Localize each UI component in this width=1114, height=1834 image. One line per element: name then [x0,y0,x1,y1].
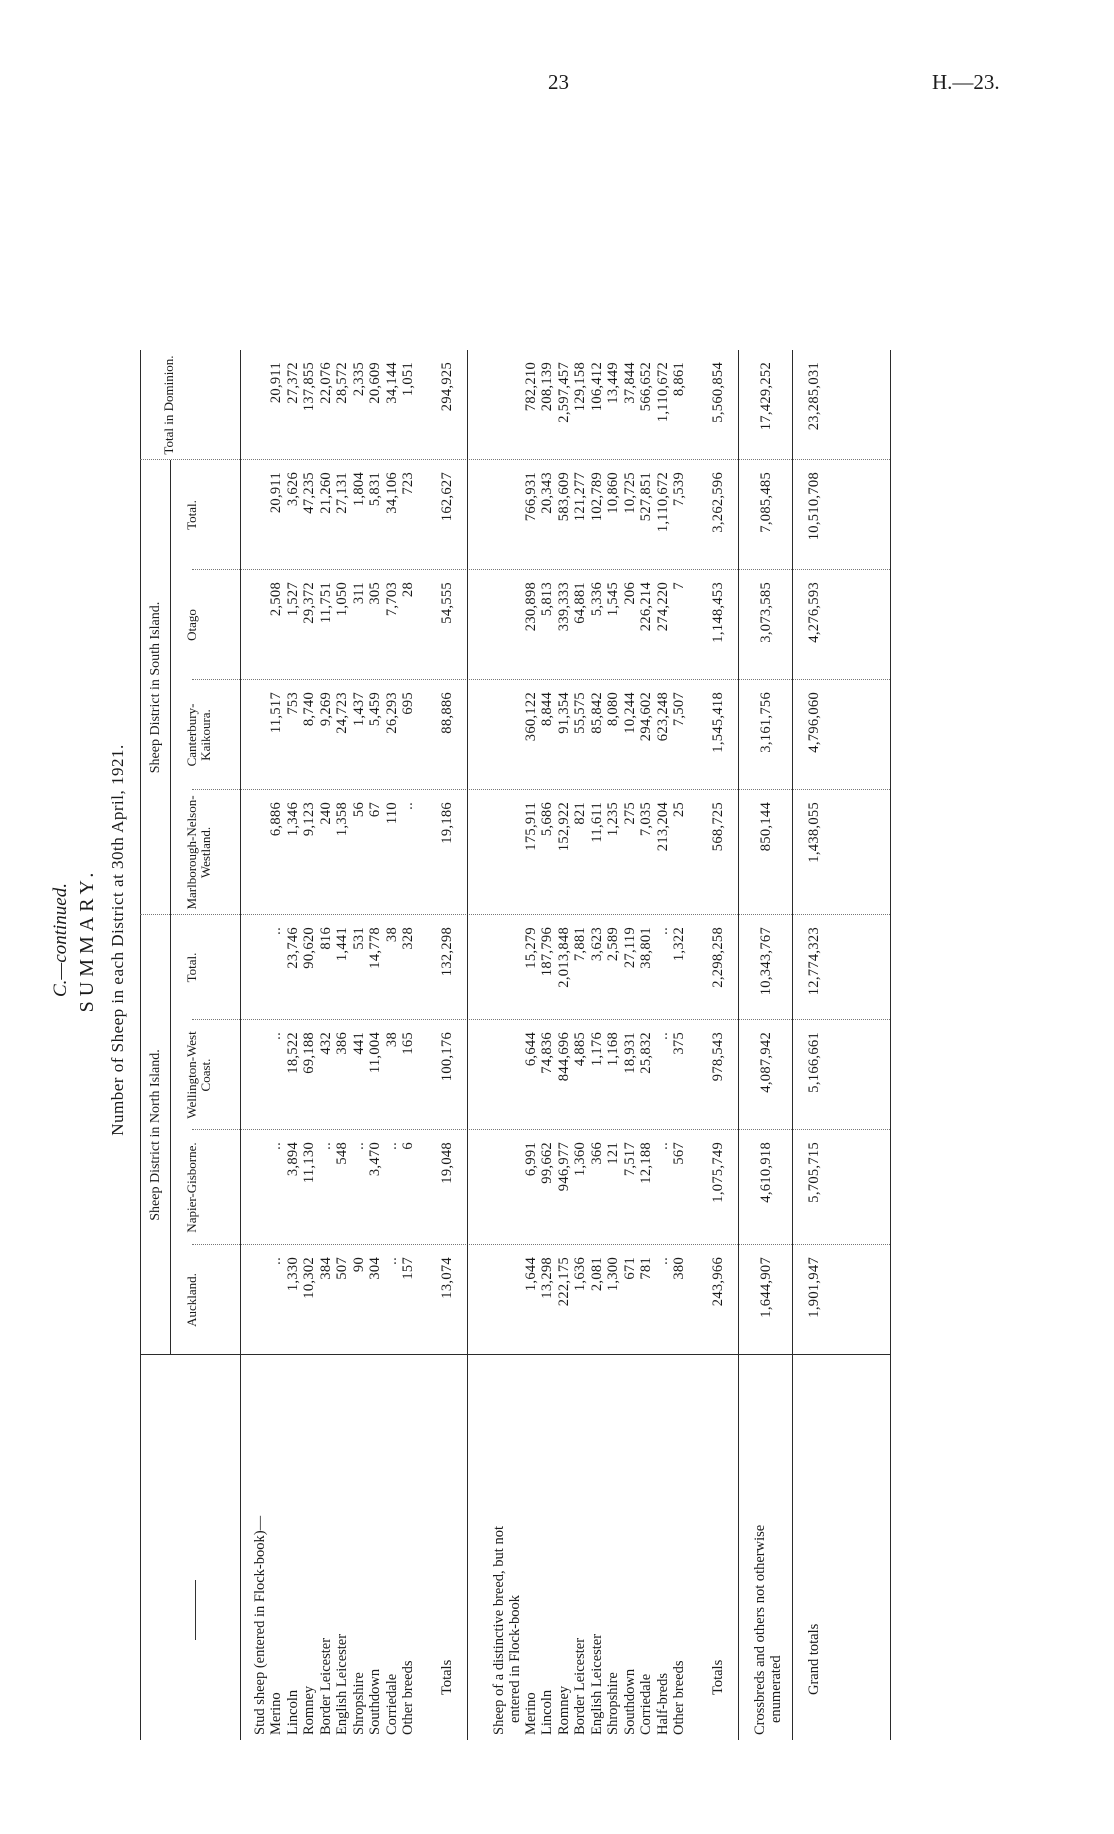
distinctive-row-cell: 11,611 [588,802,605,843]
stud-row-cell: 1,050 [334,582,350,617]
distinctive-row-cell: 27,119 [621,927,638,969]
row-label: Border Leicester [317,1637,334,1735]
distinctive-row-cell: 781 [638,1257,654,1280]
distinctive-totals-cell: 978,543 [709,1032,726,1082]
row-label: Romney [301,1685,317,1735]
stud-row-cell: 20,911 [268,362,284,404]
stud-row-cell: 507 [334,1257,350,1280]
stud-row-cell: 1,346 [284,802,301,837]
distinctive-row-cell: 1,644 [522,1257,539,1292]
distinctive-row-cell: 2,081 [588,1257,605,1292]
section-heading-distinctive: Sheep of a distinctive breed, but not [490,1526,507,1735]
rotated-page [0,90,980,1790]
stud-row-cell: .. [383,1142,400,1150]
distinctive-row-cell: 64,881 [572,582,588,624]
stud-row-cell: .. [317,1142,334,1150]
stud-row-cell: 3,894 [284,1142,301,1177]
grand-totals-row-cell: 4,276,593 [805,582,822,643]
crossbred-row-cell: 4,087,942 [757,1032,774,1093]
row-label: Other breeds [671,1660,687,1735]
section-heading-stud: Stud sheep (entered in Flock-book)— [252,1515,268,1735]
distinctive-row-cell: 10,244 [621,692,638,734]
distinctive-totals-cell: 243,966 [709,1257,726,1307]
stud-row-cell: 753 [284,692,301,715]
row-label: Shropshire [350,1672,367,1735]
distinctive-row-cell: 339,333 [555,582,572,632]
distinctive-row-cell: 5,686 [539,802,555,837]
distinctive-row-cell: 208,139 [539,362,555,412]
grand-totals-row-cell: 1,438,055 [805,802,822,863]
crossbred-row-cell: 850,144 [757,802,774,852]
distinctive-row-cell: 5,813 [539,582,555,617]
distinctive-row-cell: 6,991 [522,1142,539,1177]
distinctive-row-cell: 766,931 [522,472,539,522]
distinctive-row-cell: 175,911 [522,802,539,851]
stud-row-cell: 10,302 [301,1257,317,1299]
row-label: Lincoln [284,1689,301,1735]
stud-row-cell: .. [383,1257,400,1265]
distinctive-row-cell: 10,725 [621,472,638,514]
stud-row-cell: 5,831 [367,472,383,507]
stud-row-cell: 28,572 [334,362,350,404]
stud-row-cell: 311 [350,582,367,605]
stud-row-cell: .. [268,1257,284,1265]
stud-row-cell: 1,051 [400,362,416,397]
stud-row-cell: 20,609 [367,362,383,404]
distinctive-row-cell: 152,922 [555,802,572,852]
distinctive-row-cell: 1,176 [588,1032,605,1067]
distinctive-row-cell: 38,801 [638,927,654,969]
stud-row-cell: 23,746 [284,927,301,969]
stud-totals-cell: 100,176 [438,1032,455,1082]
grand-totals-label: Grand totals [805,1623,822,1695]
column-header: Total. [184,500,199,530]
stud-row-cell: 6,886 [268,802,284,837]
stud-row-cell: 3,626 [284,472,301,507]
row-label: Merino [268,1692,284,1735]
stud-row-cell: 137,855 [301,362,317,412]
distinctive-row-cell: 99,662 [539,1142,555,1184]
distinctive-row-cell: 1,168 [605,1032,621,1067]
distinctive-row-cell: 121,277 [572,472,588,522]
row-label: Other breeds [400,1660,416,1735]
distinctive-row-cell: 7,539 [671,472,687,507]
distinctive-row-cell: .. [654,1032,671,1040]
distinctive-row-cell: 230,898 [522,582,539,632]
crossbred-row-cell: 4,610,918 [757,1142,774,1203]
crossbred-row-cell: 3,073,585 [757,582,774,643]
stud-row-cell: 22,076 [317,362,334,404]
crossbred-row-cell: 3,161,756 [757,692,774,753]
table-bottom-rule [890,350,891,1740]
title-date: 30th April, 1921. [108,744,127,869]
distinctive-row-cell: 222,175 [555,1257,572,1307]
distinctive-row-cell: 12,188 [638,1142,654,1184]
stud-row-cell: 27,131 [334,472,350,514]
stud-row-cell: 11,517 [268,692,284,734]
continued-label: C.—continued. [50,883,71,997]
stud-row-cell: 1,330 [284,1257,301,1292]
distinctive-row-cell: 8,080 [605,692,621,727]
stud-row-cell: 11,130 [301,1142,317,1184]
distinctive-row-cell: 213,204 [654,802,671,852]
row-label: Southdown [621,1668,638,1735]
distinctive-row-cell: 106,412 [588,362,605,412]
totals-label: Totals [709,1659,726,1695]
row-label: Half-breds [654,1672,671,1735]
stud-row-cell: 305 [367,582,383,605]
row-label: English Leicester [334,1633,350,1735]
distinctive-row-cell: 25 [671,802,687,818]
distinctive-row-cell: 20,343 [539,472,555,514]
section-rule [792,350,793,1740]
distinctive-row-cell: 821 [572,802,588,825]
distinctive-row-cell: .. [654,927,671,935]
stud-row-cell: 384 [317,1257,334,1280]
group-header-south: Sheep District in South Island. [148,601,163,774]
distinctive-totals-cell: 2,298,258 [709,927,726,988]
stud-row-cell: .. [268,927,284,935]
totals-label: Totals [438,1659,455,1695]
distinctive-row-cell: 121 [605,1142,621,1165]
row-label: Lincoln [539,1689,555,1735]
distinctive-row-cell: 583,609 [555,472,572,522]
distinctive-row-cell: 275 [621,802,638,825]
column-header: Marlborough-Nelson-Westland. [184,795,213,910]
distinctive-row-cell: 4,885 [572,1032,588,1067]
stud-row-cell: 432 [317,1032,334,1055]
distinctive-row-cell: 1,636 [572,1257,588,1292]
page-title [108,90,128,1790]
distinctive-totals-cell: 1,545,418 [709,692,726,753]
stud-row-cell: 3,470 [367,1142,383,1177]
column-rule [140,1354,890,1355]
column-header: Auckland. [184,1273,199,1327]
stud-row-cell: 6 [400,1142,416,1150]
stud-row-cell: 28 [400,582,416,598]
distinctive-row-cell: 2,597,457 [555,362,572,423]
distinctive-row-cell: 7,507 [671,692,687,727]
distinctive-row-cell: 1,322 [671,927,687,962]
distinctive-row-cell: 18,931 [621,1032,638,1074]
distinctive-row-cell: 7,517 [621,1142,638,1177]
stud-row-cell: 26,293 [383,692,400,734]
table-top-rule [140,350,141,1740]
distinctive-row-cell: 623,248 [654,692,671,742]
column-header: Otago [184,609,199,641]
distinctive-row-cell: 567 [671,1142,687,1165]
stud-row-cell: 9,123 [301,802,317,837]
stud-row-cell: 1,804 [350,472,367,507]
grand-totals-row-cell: 23,285,031 [805,362,822,431]
stud-row-cell: 9,269 [317,692,334,727]
stud-totals-cell: 294,925 [438,362,455,412]
distinctive-row-cell: 187,796 [539,927,555,977]
stud-row-cell: 14,778 [367,927,383,969]
distinctive-row-cell: 7,035 [638,802,654,837]
distinctive-row-cell: 8,844 [539,692,555,727]
row-label: Merino [522,1692,539,1735]
summary-title: SUMMARY. [76,867,98,1013]
stud-row-cell: 69,188 [301,1032,317,1074]
row-label: Border Leicester [572,1637,588,1735]
distinctive-row-cell: 37,844 [621,362,638,404]
distinctive-row-cell: 527,851 [638,472,654,522]
stud-row-cell: .. [268,1142,284,1150]
distinctive-row-cell: 25,832 [638,1032,654,1074]
distinctive-row-cell: 226,214 [638,582,654,632]
column-rule [140,914,890,915]
stud-row-cell: 723 [400,472,416,495]
stud-row-cell: 328 [400,927,416,950]
distinctive-row-cell: 946,977 [555,1142,572,1192]
distinctive-row-cell: 844,696 [555,1032,572,1082]
header-bottom-rule [240,350,241,1740]
stud-row-cell: 11,004 [367,1032,383,1074]
stud-totals-cell: 19,048 [438,1142,455,1184]
grand-totals-row-cell: 5,166,661 [805,1032,822,1093]
column-header: Napier-Gisborne. [184,1142,199,1233]
grand-totals-row-cell: 10,510,708 [805,472,822,541]
crossbred-row-cell: 17,429,252 [757,362,774,431]
stud-row-cell: 441 [350,1032,367,1055]
distinctive-row-cell: 129,158 [572,362,588,412]
stud-row-cell: .. [268,1032,284,1040]
stud-row-cell: 304 [367,1257,383,1280]
stud-totals-cell: 54,555 [438,582,455,624]
stud-row-cell: 2,508 [268,582,284,617]
stud-row-cell: 1,527 [284,582,301,617]
stud-row-cell: .. [400,802,416,810]
row-label: Romney [555,1685,572,1735]
stud-totals-cell: 132,298 [438,927,455,977]
distinctive-row-cell: 360,122 [522,692,539,742]
distinctive-row-cell: 7 [671,582,687,590]
distinctive-row-cell: 366 [588,1142,605,1165]
stud-row-cell: 34,144 [383,362,400,404]
distinctive-row-cell: 294,602 [638,692,654,742]
distinctive-row-cell: 13,298 [539,1257,555,1299]
stud-row-cell: 90,620 [301,927,317,969]
distinctive-row-cell: 2,589 [605,927,621,962]
distinctive-row-cell: 7,881 [572,927,588,962]
column-header: Wellington-West Coast. [184,1031,213,1119]
stud-row-cell: 548 [334,1142,350,1165]
stud-row-cell: 1,358 [334,802,350,837]
distinctive-row-cell: 274,220 [654,582,671,632]
stud-row-cell: 18,522 [284,1032,301,1074]
row-label: Shropshire [605,1672,621,1735]
crossbred-label: Crossbreds and others not otherwise [751,1524,768,1735]
distinctive-row-cell: 206 [621,582,638,605]
stud-row-cell: 531 [350,927,367,950]
stud-row-cell: 29,372 [301,582,317,624]
stud-row-cell: 90 [350,1257,367,1273]
distinctive-row-cell: 671 [621,1257,638,1280]
stud-row-cell: 27,372 [284,362,301,404]
distinctive-row-cell: 1,300 [605,1257,621,1292]
stud-row-cell: 110 [383,802,400,825]
row-label: Southdown [367,1668,383,1735]
stud-row-cell: 47,235 [301,472,317,514]
stud-row-cell: 38 [383,927,400,943]
column-header: Total. [184,952,199,983]
stud-totals-cell: 162,627 [438,472,455,522]
stud-row-cell: 165 [400,1032,416,1055]
page-number: 23 [548,70,569,94]
stud-row-cell: 5,459 [367,692,383,727]
stud-row-cell: 1,441 [334,927,350,962]
distinctive-row-cell: 566,652 [638,362,654,412]
distinctive-row-cell: 13,449 [605,362,621,404]
group-header-rule [170,460,171,1355]
stud-totals-cell: 19,186 [438,802,455,844]
group-header-north: Sheep District in North Island. [148,1049,163,1221]
report-reference: H.—23. [932,70,1000,94]
stud-row-cell: 816 [317,927,334,950]
distinctive-totals-cell: 3,262,596 [709,472,726,533]
stud-row-cell: 695 [400,692,416,715]
row-label: English Leicester [588,1633,605,1735]
distinctive-totals-cell: 1,075,749 [709,1142,726,1203]
stud-row-cell: 38 [383,1032,400,1048]
distinctive-row-cell: 3,623 [588,927,605,962]
distinctive-row-cell: 6,644 [522,1032,539,1067]
row-label: Corriedale [383,1673,400,1735]
distinctive-row-cell: 74,836 [539,1032,555,1074]
distinctive-row-cell: 102,789 [588,472,605,522]
distinctive-totals-cell: 5,560,854 [709,362,726,423]
stud-row-cell: .. [350,1142,367,1150]
stud-row-cell: 67 [367,802,383,818]
distinctive-row-cell: 8,861 [671,362,687,397]
distinctive-row-cell: 2,013,848 [555,927,572,988]
distinctive-row-cell: 1,110,672 [654,362,671,423]
stub-dash [195,1580,196,1640]
distinctive-totals-cell: 568,725 [709,802,726,852]
distinctive-row-cell: .. [654,1257,671,1265]
distinctive-row-cell: 1,360 [572,1142,588,1177]
stud-row-cell: 240 [317,802,334,825]
crossbred-row-cell: 1,644,907 [757,1257,774,1318]
row-label: Corriedale [638,1673,654,1735]
distinctive-row-cell: 10,860 [605,472,621,514]
crossbred-label: enumerated [767,1655,784,1723]
distinctive-row-cell: .. [654,1142,671,1150]
stud-row-cell: 20,911 [268,472,284,514]
distinctive-row-cell: 1,545 [605,582,621,617]
stud-row-cell: 11,751 [317,582,334,624]
stud-row-cell: 157 [400,1257,416,1280]
stud-row-cell: 8,740 [301,692,317,727]
column-header: Total in Dominion. [161,355,176,455]
distinctive-row-cell: 55,575 [572,692,588,734]
stud-row-cell: 2,335 [350,362,367,397]
stud-totals-cell: 88,886 [438,692,455,734]
section-heading-distinctive: entered in Flock-book [506,1594,523,1723]
section-rule [738,350,739,1740]
crossbred-row-cell: 10,343,767 [757,927,774,996]
stud-row-cell: 7,703 [383,582,400,617]
distinctive-row-cell: 380 [671,1257,687,1280]
stud-row-cell: 24,723 [334,692,350,734]
section-rule [467,350,468,1740]
stud-row-cell: 386 [334,1032,350,1055]
stud-row-cell: 34,106 [383,472,400,514]
stud-row-cell: 1,437 [350,692,367,727]
column-rule [140,459,890,460]
distinctive-row-cell: 1,235 [605,802,621,837]
grand-totals-row-cell: 4,796,060 [805,692,822,753]
title-prefix: Number of Sheep in each District at [108,868,127,1136]
column-header: Canterbury-Kaikoura. [184,703,213,767]
distinctive-totals-cell: 1,148,453 [709,582,726,643]
stud-row-cell: 56 [350,802,367,818]
distinctive-row-cell: 85,842 [588,692,605,734]
stud-row-cell: 21,260 [317,472,334,514]
grand-totals-row-cell: 12,774,323 [805,927,822,996]
distinctive-row-cell: 15,279 [522,927,539,969]
stud-totals-cell: 13,074 [438,1257,455,1299]
distinctive-row-cell: 375 [671,1032,687,1055]
distinctive-row-cell: 91,354 [555,692,572,734]
grand-totals-row-cell: 5,705,715 [805,1142,822,1203]
grand-totals-row-cell: 1,901,947 [805,1257,822,1318]
distinctive-row-cell: 5,336 [588,582,605,617]
distinctive-row-cell: 782,210 [522,362,539,412]
crossbred-row-cell: 7,085,485 [757,472,774,533]
distinctive-row-cell: 1,110,672 [654,472,671,533]
